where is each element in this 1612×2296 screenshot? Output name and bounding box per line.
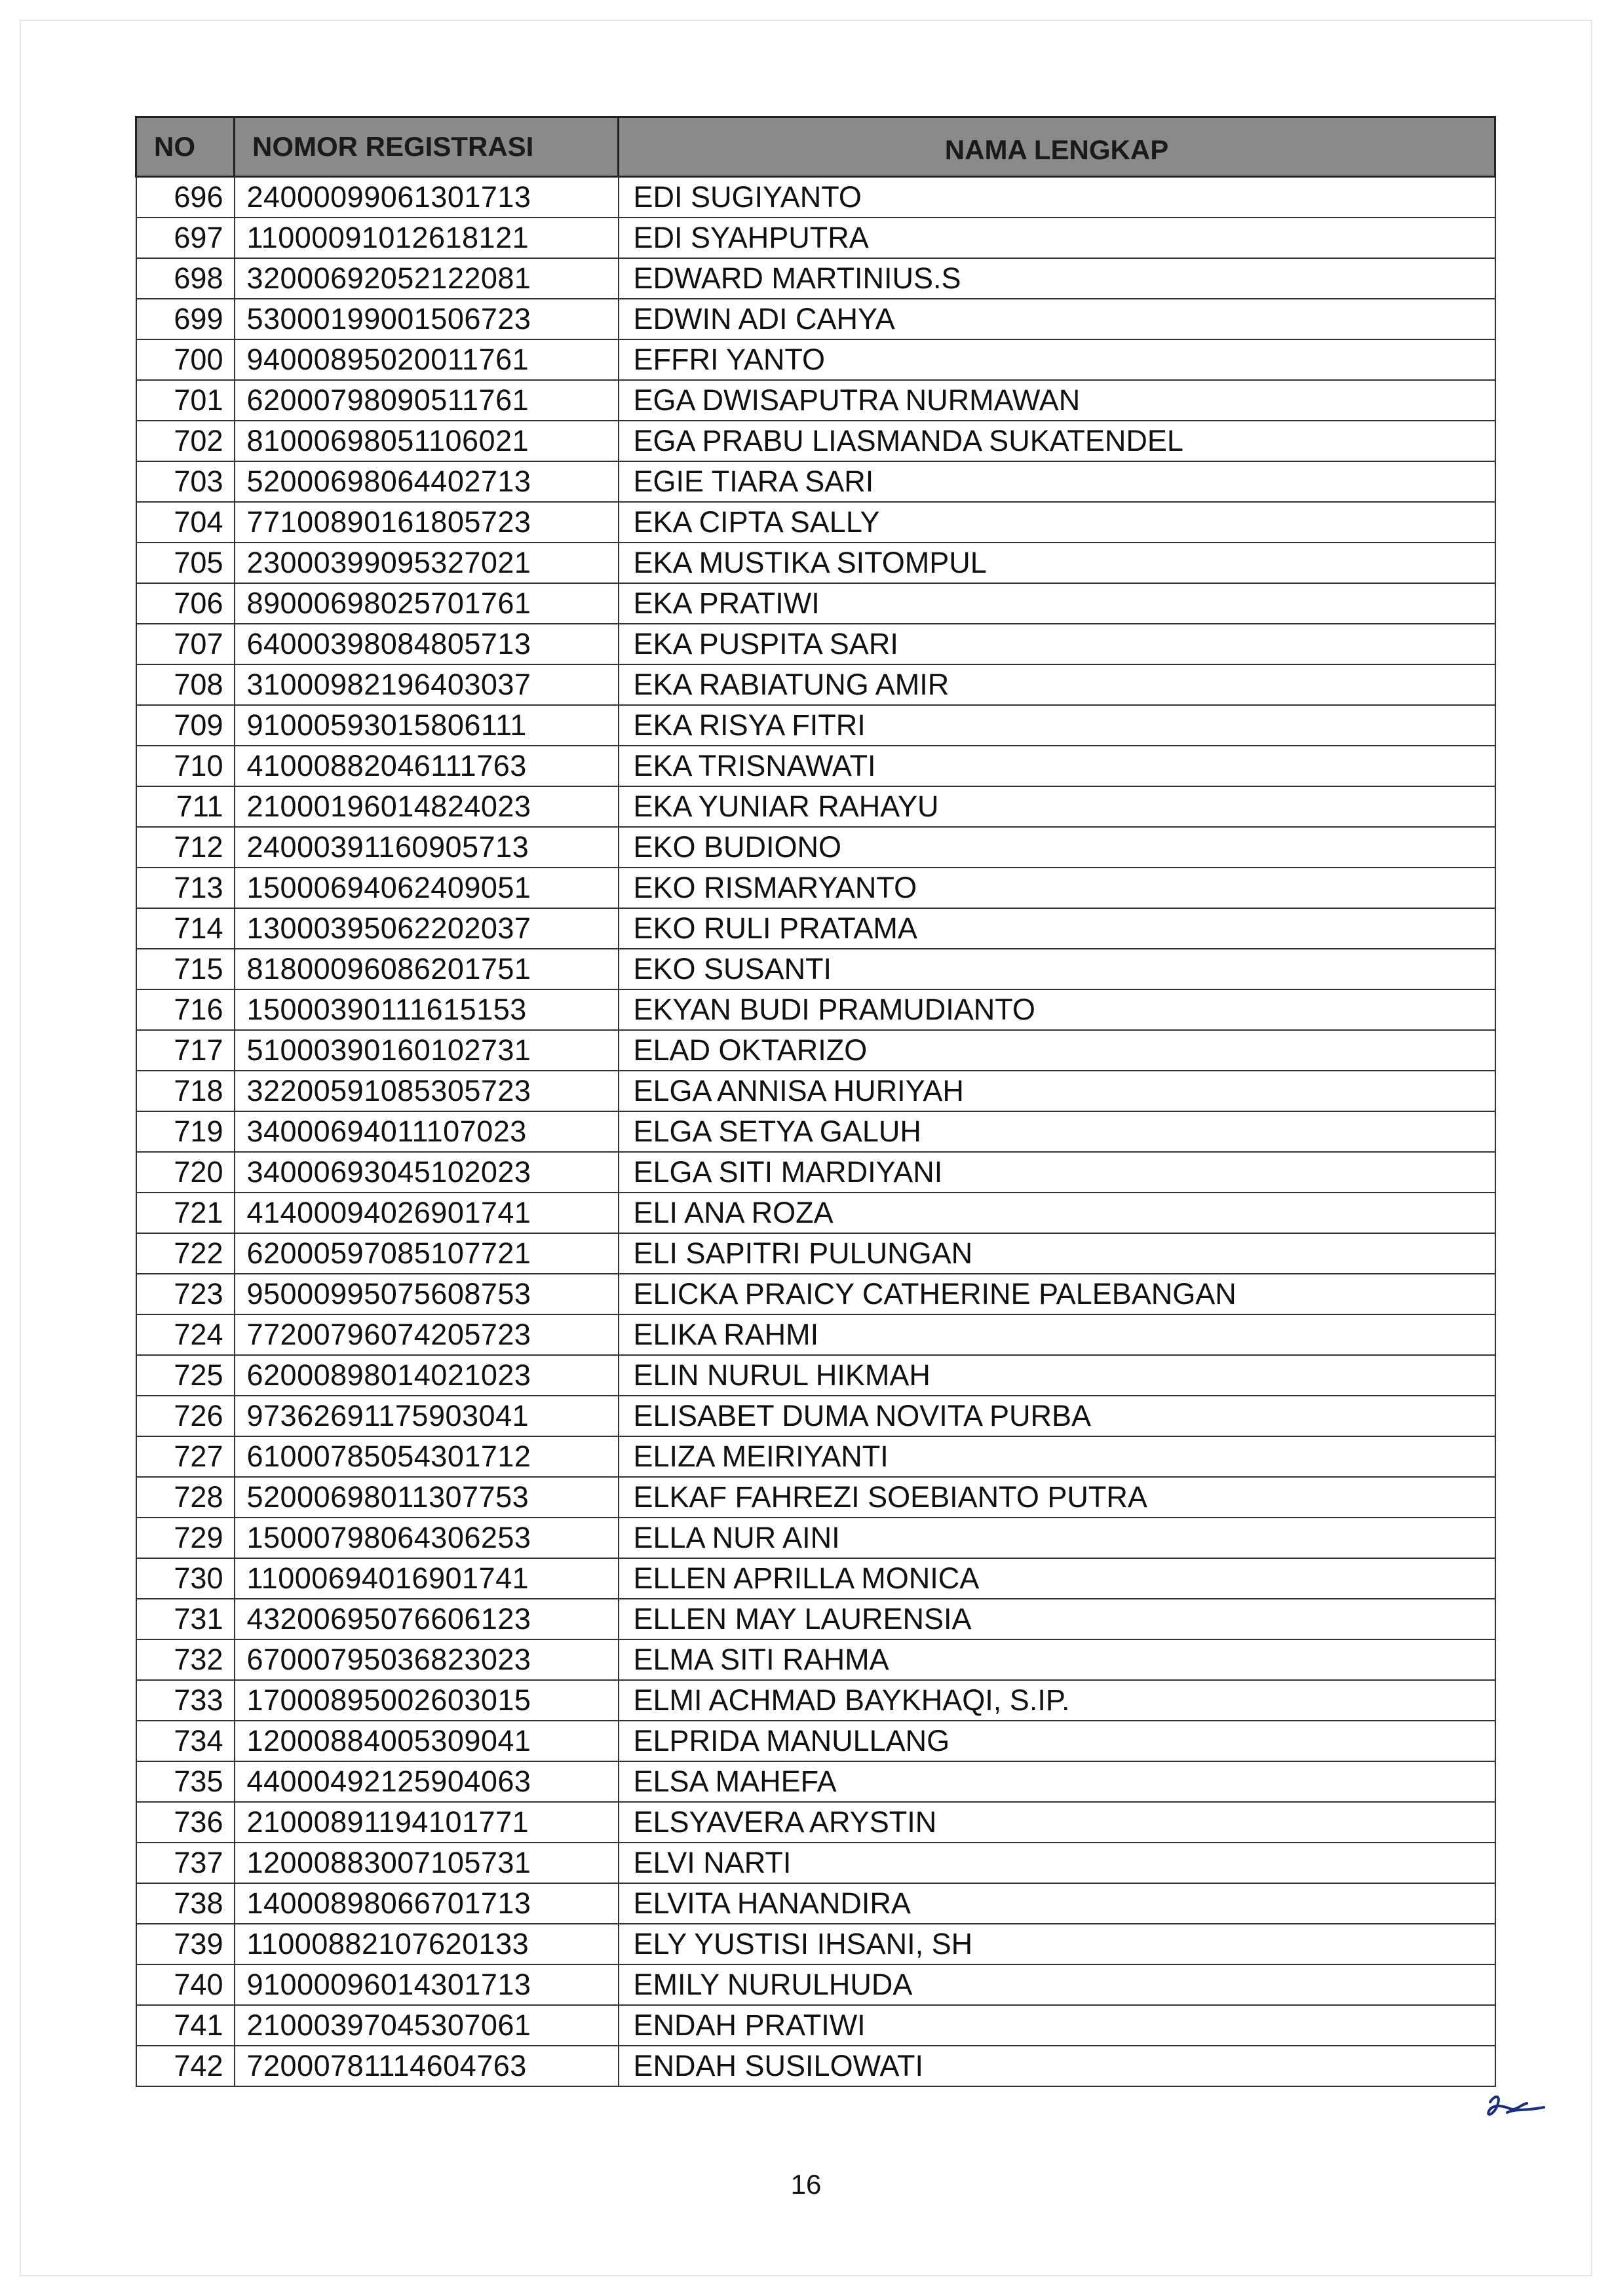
registration-number: 24000391160905713 <box>235 827 619 868</box>
paraf-signature-icon <box>1481 2089 1553 2128</box>
row-number: 726 <box>136 1396 235 1436</box>
full-name: EKA RABIATUNG AMIR <box>619 664 1495 705</box>
registration-number: 62000597085107721 <box>235 1233 619 1274</box>
row-number: 698 <box>136 258 235 299</box>
table-row <box>136 1964 1495 2005</box>
full-name: ELIKA RAHMI <box>619 1314 1495 1355</box>
registration-number: 11000882107620133 <box>235 1924 619 1964</box>
row-number: 731 <box>136 1599 235 1639</box>
table-row <box>136 949 1495 989</box>
full-name: ELLEN APRILLA MONICA <box>619 1558 1495 1599</box>
registration-number: 31000982196403037 <box>235 664 619 705</box>
full-name: ENDAH PRATIWI <box>619 2005 1495 2046</box>
table-row <box>136 543 1495 583</box>
table-row <box>136 1843 1495 1883</box>
table-row <box>136 624 1495 664</box>
row-number: 710 <box>136 746 235 786</box>
full-name: EMILY NURULHUDA <box>619 1964 1495 2005</box>
registration-number: 34000694011107023 <box>235 1111 619 1152</box>
full-name: ELGA ANNISA HURIYAH <box>619 1071 1495 1111</box>
table-row <box>136 1111 1495 1152</box>
registration-number: 15000798064306253 <box>235 1518 619 1558</box>
table-row <box>136 1436 1495 1477</box>
table-row <box>136 502 1495 543</box>
table-row <box>136 218 1495 258</box>
full-name: ELICKA PRAICY CATHERINE PALEBANGAN <box>619 1274 1495 1314</box>
full-name: EKA PRATIWI <box>619 583 1495 624</box>
registration-number: 94000895020011761 <box>235 339 619 380</box>
row-number: 715 <box>136 949 235 989</box>
table-row <box>136 1558 1495 1599</box>
registration-number: 41000882046111763 <box>235 746 619 786</box>
full-name: ELY YUSTISI IHSANI, SH <box>619 1924 1495 1964</box>
table-row <box>136 1883 1495 1924</box>
full-name: ELLEN MAY LAURENSIA <box>619 1599 1495 1639</box>
full-name: ELMA SITI RAHMA <box>619 1639 1495 1680</box>
table-row <box>136 786 1495 827</box>
full-name: ELI ANA ROZA <box>619 1193 1495 1233</box>
row-number: 709 <box>136 705 235 746</box>
full-name: ELMI ACHMAD BAYKHAQI, S.IP. <box>619 1680 1495 1721</box>
table-row <box>136 1396 1495 1436</box>
registration-number: 95000995075608753 <box>235 1274 619 1314</box>
registration-number: 72000781114604763 <box>235 2046 619 2086</box>
table-row <box>136 664 1495 705</box>
row-number: 707 <box>136 624 235 664</box>
row-number: 719 <box>136 1111 235 1152</box>
row-number: 697 <box>136 218 235 258</box>
row-number: 727 <box>136 1436 235 1477</box>
header-full-name: NAMA LENGKAP <box>619 117 1495 177</box>
row-number: 696 <box>136 177 235 218</box>
row-number: 718 <box>136 1071 235 1111</box>
table-row <box>136 1152 1495 1193</box>
row-number: 703 <box>136 461 235 502</box>
registration-number: 44000492125904063 <box>235 1761 619 1802</box>
registration-number: 12000884005309041 <box>235 1721 619 1761</box>
registration-number: 52000698011307753 <box>235 1477 619 1518</box>
registration-number: 62000798090511761 <box>235 380 619 421</box>
row-number: 741 <box>136 2005 235 2046</box>
row-number: 711 <box>136 786 235 827</box>
registration-number: 52000698064402713 <box>235 461 619 502</box>
registration-number: 21000891194101771 <box>235 1802 619 1843</box>
row-number: 725 <box>136 1355 235 1396</box>
table-row <box>136 1802 1495 1843</box>
full-name: EKYAN BUDI PRAMUDIANTO <box>619 989 1495 1030</box>
full-name: EKO RULI PRATAMA <box>619 908 1495 949</box>
table-row <box>136 1193 1495 1233</box>
table-row <box>136 1599 1495 1639</box>
table-row <box>136 908 1495 949</box>
full-name: EKA YUNIAR RAHAYU <box>619 786 1495 827</box>
registration-number: 24000099061301713 <box>235 177 619 218</box>
full-name: EKA PUSPITA SARI <box>619 624 1495 664</box>
row-number: 729 <box>136 1518 235 1558</box>
table-row <box>136 1355 1495 1396</box>
row-number: 720 <box>136 1152 235 1193</box>
full-name: ELGA SITI MARDIYANI <box>619 1152 1495 1193</box>
table-row <box>136 421 1495 461</box>
registration-number: 14000898066701713 <box>235 1883 619 1924</box>
registration-number: 17000895002603015 <box>235 1680 619 1721</box>
full-name: EFFRI YANTO <box>619 339 1495 380</box>
registration-number: 21000196014824023 <box>235 786 619 827</box>
registration-number: 67000795036823023 <box>235 1639 619 1680</box>
row-number: 714 <box>136 908 235 949</box>
table-row <box>136 1233 1495 1274</box>
full-name: ELI SAPITRI PULUNGAN <box>619 1233 1495 1274</box>
table-row <box>136 1924 1495 1964</box>
registration-number: 23000399095327021 <box>235 543 619 583</box>
registration-number: 91000096014301713 <box>235 1964 619 2005</box>
table-row <box>136 1071 1495 1111</box>
registration-number: 32200591085305723 <box>235 1071 619 1111</box>
full-name: ELIZA MEIRIYANTI <box>619 1436 1495 1477</box>
full-name: EDWARD MARTINIUS.S <box>619 258 1495 299</box>
row-number: 705 <box>136 543 235 583</box>
table-row <box>136 1030 1495 1071</box>
row-number: 734 <box>136 1721 235 1761</box>
table-row <box>136 461 1495 502</box>
table-row <box>136 989 1495 1030</box>
table-row <box>136 868 1495 908</box>
full-name: ELGA SETYA GALUH <box>619 1111 1495 1152</box>
registration-number: 21000397045307061 <box>235 2005 619 2046</box>
registration-number: 81000698051106021 <box>235 421 619 461</box>
full-name: EGA DWISAPUTRA NURMAWAN <box>619 380 1495 421</box>
table-row <box>136 299 1495 339</box>
table-row <box>136 1680 1495 1721</box>
registration-number: 11000694016901741 <box>235 1558 619 1599</box>
full-name: ELIN NURUL HIKMAH <box>619 1355 1495 1396</box>
row-number: 736 <box>136 1802 235 1843</box>
row-number: 742 <box>136 2046 235 2086</box>
full-name: ELVI NARTI <box>619 1843 1495 1883</box>
table-row <box>136 177 1495 218</box>
registration-number: 12000883007105731 <box>235 1843 619 1883</box>
table-row <box>136 827 1495 868</box>
table-row <box>136 1639 1495 1680</box>
row-number: 702 <box>136 421 235 461</box>
row-number: 708 <box>136 664 235 705</box>
table-row <box>136 258 1495 299</box>
full-name: ELISABET DUMA NOVITA PURBA <box>619 1396 1495 1436</box>
table-row <box>136 1477 1495 1518</box>
row-number: 737 <box>136 1843 235 1883</box>
registration-number: 81800096086201751 <box>235 949 619 989</box>
row-number: 699 <box>136 299 235 339</box>
full-name: EDWIN ADI CAHYA <box>619 299 1495 339</box>
table-row <box>136 1314 1495 1355</box>
row-number: 735 <box>136 1761 235 1802</box>
row-number: 717 <box>136 1030 235 1071</box>
table-row <box>136 705 1495 746</box>
table-row <box>136 2046 1495 2086</box>
registration-number: 51000390160102731 <box>235 1030 619 1071</box>
table-row <box>136 2005 1495 2046</box>
full-name: EKO RISMARYANTO <box>619 868 1495 908</box>
row-number: 732 <box>136 1639 235 1680</box>
full-name: ELVITA HANANDIRA <box>619 1883 1495 1924</box>
full-name: ELKAF FAHREZI SOEBIANTO PUTRA <box>619 1477 1495 1518</box>
header-registration-number: NOMOR REGISTRASI <box>235 117 619 177</box>
registration-table <box>135 116 1496 2087</box>
registration-number: 32000692052122081 <box>235 258 619 299</box>
full-name: EKA CIPTA SALLY <box>619 502 1495 543</box>
full-name: EKA MUSTIKA SITOMPUL <box>619 543 1495 583</box>
registration-number: 13000395062202037 <box>235 908 619 949</box>
header-no: NO <box>136 117 235 177</box>
registration-number: 77200796074205723 <box>235 1314 619 1355</box>
full-name: EKO SUSANTI <box>619 949 1495 989</box>
table-row <box>136 380 1495 421</box>
registration-number: 61000785054301712 <box>235 1436 619 1477</box>
table-header-row <box>136 117 1495 177</box>
row-number: 733 <box>136 1680 235 1721</box>
full-name: ELLA NUR AINI <box>619 1518 1495 1558</box>
registration-number: 15000390111615153 <box>235 989 619 1030</box>
registration-number: 43200695076606123 <box>235 1599 619 1639</box>
row-number: 723 <box>136 1274 235 1314</box>
full-name: EKA RISYA FITRI <box>619 705 1495 746</box>
row-number: 730 <box>136 1558 235 1599</box>
table-row <box>136 583 1495 624</box>
registration-number: 89000698025701761 <box>235 583 619 624</box>
row-number: 706 <box>136 583 235 624</box>
table-body <box>136 177 1495 2087</box>
row-number: 701 <box>136 380 235 421</box>
row-number: 724 <box>136 1314 235 1355</box>
full-name: EKA TRISNAWATI <box>619 746 1495 786</box>
row-number: 713 <box>136 868 235 908</box>
full-name: EGIE TIARA SARI <box>619 461 1495 502</box>
table-row <box>136 1518 1495 1558</box>
table-row <box>136 1721 1495 1761</box>
registration-number: 97362691175903041 <box>235 1396 619 1436</box>
table-row <box>136 746 1495 786</box>
registration-number: 34000693045102023 <box>235 1152 619 1193</box>
row-number: 728 <box>136 1477 235 1518</box>
row-number: 739 <box>136 1924 235 1964</box>
full-name: ELPRIDA MANULLANG <box>619 1721 1495 1761</box>
full-name: ENDAH SUSILOWATI <box>619 2046 1495 2086</box>
row-number: 722 <box>136 1233 235 1274</box>
row-number: 738 <box>136 1883 235 1924</box>
row-number: 716 <box>136 989 235 1030</box>
row-number: 704 <box>136 502 235 543</box>
page-number: 16 <box>790 2169 822 2200</box>
table-row <box>136 339 1495 380</box>
registration-number: 15000694062409051 <box>235 868 619 908</box>
row-number: 740 <box>136 1964 235 2005</box>
row-number: 712 <box>136 827 235 868</box>
full-name: ELSYAVERA ARYSTIN <box>619 1802 1495 1843</box>
table-row <box>136 1761 1495 1802</box>
registration-number: 91000593015806111 <box>235 705 619 746</box>
full-name: EDI SUGIYANTO <box>619 177 1495 218</box>
registration-number: 41400094026901741 <box>235 1193 619 1233</box>
registration-number: 64000398084805713 <box>235 624 619 664</box>
full-name: ELAD OKTARIZO <box>619 1030 1495 1071</box>
registration-number: 11000091012618121 <box>235 218 619 258</box>
full-name: EDI SYAHPUTRA <box>619 218 1495 258</box>
registration-number: 53000199001506723 <box>235 299 619 339</box>
row-number: 721 <box>136 1193 235 1233</box>
table-row <box>136 1274 1495 1314</box>
registration-number: 77100890161805723 <box>235 502 619 543</box>
full-name: ELSA MAHEFA <box>619 1761 1495 1802</box>
full-name: EGA PRABU LIASMANDA SUKATENDEL <box>619 421 1495 461</box>
row-number: 700 <box>136 339 235 380</box>
full-name: EKO BUDIONO <box>619 827 1495 868</box>
registration-number: 62000898014021023 <box>235 1355 619 1396</box>
